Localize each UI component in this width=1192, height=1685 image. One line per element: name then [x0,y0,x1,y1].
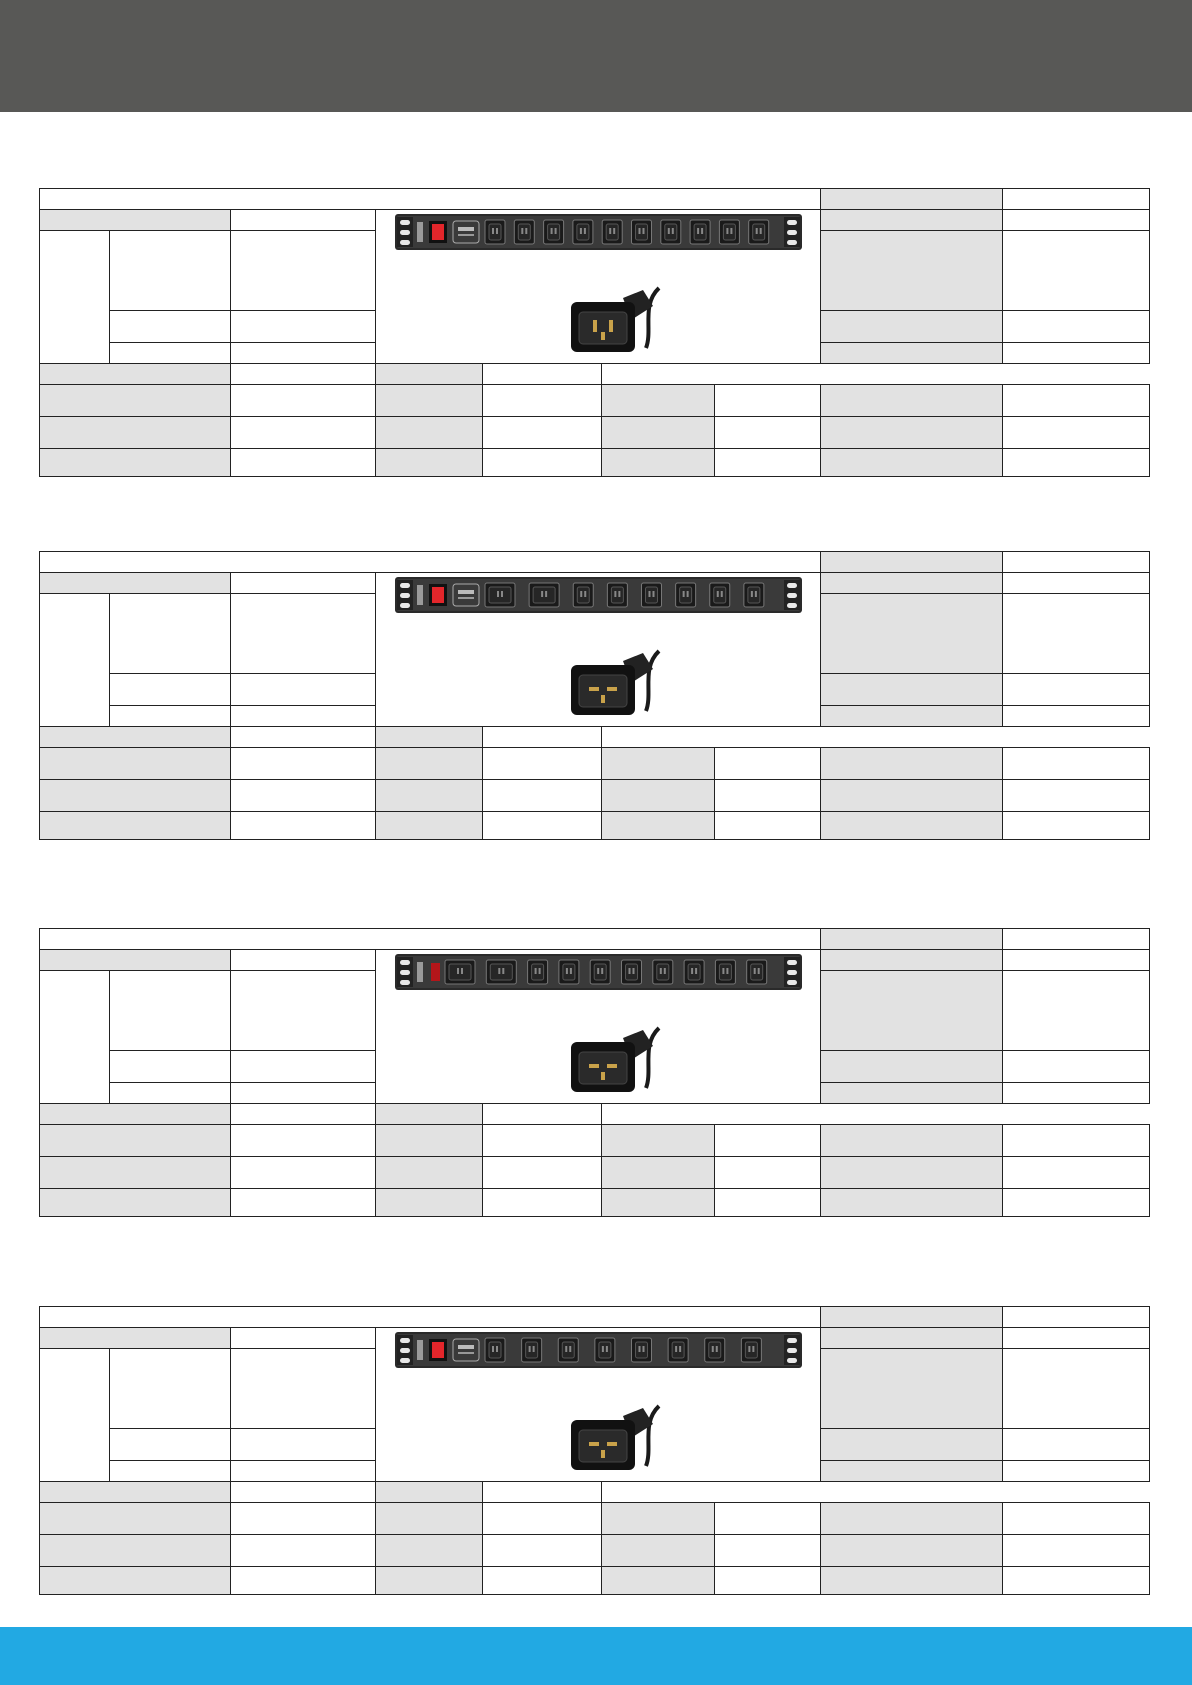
spec-value [231,1328,376,1349]
spec-value [231,449,376,477]
mounting-ear [397,217,413,247]
spec-value [483,1482,602,1503]
group-label-cell [40,231,110,364]
spec-label [40,748,231,780]
product-title-cell [40,929,821,950]
c20-plug-icon [571,651,659,715]
spec-label [376,1482,483,1503]
spec-label [376,727,483,748]
spec-label [110,674,231,706]
spec-label [821,1083,1003,1104]
spec-label [376,1104,483,1125]
brand-logo [417,1340,423,1360]
c13-socket [709,583,729,607]
spec-label [376,385,483,417]
pdu-product-image [391,1328,806,1478]
spec-label [821,674,1003,706]
spec-value [231,1125,376,1157]
c13-socket [521,1338,541,1362]
spec-value [715,1567,821,1595]
spec-value [231,812,376,840]
spec-label [110,343,231,364]
spec-label [40,417,231,449]
spec-value [483,1157,602,1189]
c20-plug-icon [571,1406,659,1470]
c13-socket [594,1338,614,1362]
spec-label [602,1503,715,1535]
c13-socket [514,220,534,244]
spec-value [715,1189,821,1217]
spec-label [821,311,1003,343]
spec-value [231,573,376,594]
page-footer-band [0,1627,1192,1685]
spec-value [1003,929,1150,950]
spec-value [483,364,602,385]
spec-value [715,1125,821,1157]
spec-value [231,1567,376,1595]
spec-label [376,417,483,449]
spec-label [821,780,1003,812]
spec-label [110,971,231,1051]
spec-value [231,417,376,449]
spec-value [483,812,602,840]
spec-value [231,385,376,417]
spec-value [715,812,821,840]
c13-socket [743,583,763,607]
spec-value [1003,1461,1150,1482]
product-title-cell [40,552,821,573]
pdu-strip [395,577,802,613]
spec-value [1003,706,1150,727]
spec-value [483,780,602,812]
c13-socket [690,220,710,244]
spec-label [821,210,1003,231]
pdu-product-image [391,573,806,723]
spec-label [602,449,715,477]
spec-label [376,812,483,840]
spec-value [1003,1083,1150,1104]
mounting-ear [784,957,800,987]
product-image-cell [376,1328,821,1482]
c13-socket [668,1338,688,1362]
spec-value [1003,1125,1150,1157]
spec-value [715,449,821,477]
spec-value [1003,1051,1150,1083]
spec-value [715,748,821,780]
spec-label [376,1503,483,1535]
spec-label [110,231,231,311]
spec-label [821,1535,1003,1567]
mounting-ear [397,580,413,610]
spec-label [40,385,231,417]
spec-value [1003,812,1150,840]
spec-label [821,449,1003,477]
spec-label [40,1482,231,1503]
pdu-strip [395,954,802,990]
spec-label [376,780,483,812]
spec-label [110,706,231,727]
spec-value [1003,1535,1150,1567]
spec-value [483,748,602,780]
spec-label [821,594,1003,674]
spec-value [231,674,376,706]
spec-label [40,573,231,594]
c20-plug-icon [571,1028,659,1092]
spec-value [483,1567,602,1595]
spec-value [231,343,376,364]
spec-value [483,449,602,477]
spec-value [483,1125,602,1157]
spec-value [231,1104,376,1125]
spec-value [1003,1307,1150,1328]
spec-value [231,210,376,231]
mounting-ear [397,957,413,987]
spec-value [1003,1157,1150,1189]
spec-label [40,449,231,477]
spec-value [1003,780,1150,812]
spec-value [715,1503,821,1535]
spec-value [231,1482,376,1503]
product-image-cell [376,210,821,364]
spec-value [715,1535,821,1567]
spec-label [602,1125,715,1157]
spec-label [821,189,1003,210]
spec-label [602,748,715,780]
spec-label [602,780,715,812]
c13-socket [485,1338,505,1362]
power-indicator [431,963,440,981]
group-label-cell [40,594,110,727]
spec-value [231,1535,376,1567]
spec-label [602,1189,715,1217]
mounting-ear [784,217,800,247]
power-switch [429,221,447,243]
spec-value [231,780,376,812]
spec-value [231,748,376,780]
spec-value [483,417,602,449]
pdu-strip [395,1332,802,1368]
c13-socket [741,1338,761,1362]
spec-label [821,1461,1003,1482]
spec-value [1003,594,1150,674]
spec-label [821,971,1003,1051]
product-spec-table [39,551,1150,840]
spec-label [821,1567,1003,1595]
spec-value [231,706,376,727]
mounting-ear [397,1335,413,1365]
spec-label [110,1349,231,1429]
spec-label [376,1535,483,1567]
spec-value [1003,1189,1150,1217]
c13-socket [602,220,622,244]
spec-label [110,311,231,343]
spec-label [821,552,1003,573]
spec-label [40,1328,231,1349]
spec-label [821,929,1003,950]
spec-value [715,385,821,417]
brand-logo [417,962,423,982]
c13-socket [631,220,651,244]
spec-label [40,1189,231,1217]
spec-label [40,210,231,231]
pdu-product-image [391,950,806,1100]
c14-plug-icon [571,288,659,352]
spec-label [821,1429,1003,1461]
page-header-band [0,0,1192,112]
c19-socket [529,583,559,607]
brand-logo [417,222,423,242]
mounting-ear [784,1335,800,1365]
spec-label [821,417,1003,449]
product-title-cell [40,189,821,210]
c13-socket [558,1338,578,1362]
spec-label [110,1461,231,1482]
spec-value [715,1157,821,1189]
c13-socket [704,1338,724,1362]
spec-value [1003,971,1150,1051]
c13-socket [572,220,592,244]
spec-label [40,1503,231,1535]
spec-value [231,231,376,311]
spec-label [821,1157,1003,1189]
spec-value [1003,1429,1150,1461]
pdu-product-image [391,210,806,360]
spec-value [1003,449,1150,477]
spec-label [376,1189,483,1217]
spec-label [40,1157,231,1189]
product-spec-table [39,188,1150,477]
pdu-strip [395,214,802,250]
spec-value [231,364,376,385]
spec-label [821,231,1003,311]
c13-socket [621,960,641,984]
spec-value [483,727,602,748]
spec-value [483,1104,602,1125]
spec-value [231,1349,376,1429]
product-image-cell [376,573,821,727]
spec-label [821,573,1003,594]
spec-label [40,780,231,812]
c13-socket [715,960,735,984]
spec-value [1003,573,1150,594]
spec-value [483,1189,602,1217]
spec-label [821,343,1003,364]
spec-label [110,1429,231,1461]
spec-label [821,385,1003,417]
spec-label [40,727,231,748]
c13-socket [485,220,505,244]
spec-label [40,1567,231,1595]
c13-socket [527,960,547,984]
spec-value [715,417,821,449]
spec-label [40,812,231,840]
spec-value [231,1429,376,1461]
power-switch [429,1339,447,1361]
spec-value [231,594,376,674]
spec-value [1003,417,1150,449]
spec-label [376,1157,483,1189]
spec-label [40,1535,231,1567]
product-image-cell [376,950,821,1104]
spec-label [40,1125,231,1157]
spec-label [110,1051,231,1083]
spec-value [483,385,602,417]
spec-value [1003,210,1150,231]
spec-value [1003,1328,1150,1349]
spec-value [231,1189,376,1217]
spec-label [40,1104,231,1125]
spec-label [821,1125,1003,1157]
c13-socket [746,960,766,984]
spec-label [376,364,483,385]
spec-label [821,706,1003,727]
spec-label [376,1125,483,1157]
spec-label [376,748,483,780]
c19-socket [445,960,475,984]
c13-socket [631,1338,651,1362]
spec-value [1003,748,1150,780]
spec-value [1003,674,1150,706]
spec-label [821,812,1003,840]
spec-value [1003,343,1150,364]
c19-socket [486,960,516,984]
spec-value [1003,552,1150,573]
spec-value [231,311,376,343]
c13-socket [719,220,739,244]
spec-value [231,950,376,971]
spec-label [602,812,715,840]
group-label-cell [40,971,110,1104]
spec-value [231,1083,376,1104]
spec-value [1003,1503,1150,1535]
c13-socket [590,960,610,984]
spec-label [821,1307,1003,1328]
spec-label [821,748,1003,780]
spec-label [602,1567,715,1595]
spec-label [110,594,231,674]
spec-label [602,1157,715,1189]
spec-label [376,449,483,477]
brand-logo [417,585,423,605]
spec-label [821,1503,1003,1535]
c13-socket [543,220,563,244]
spec-value [1003,385,1150,417]
spec-label [821,1051,1003,1083]
c13-socket [684,960,704,984]
spec-value [1003,1349,1150,1429]
product-spec-table [39,928,1150,1217]
spec-label [821,1349,1003,1429]
c13-socket [660,220,680,244]
spec-value [483,1535,602,1567]
c13-socket [675,583,695,607]
mounting-ear [784,580,800,610]
spec-label [821,1189,1003,1217]
power-switch [429,584,447,606]
c13-socket [607,583,627,607]
spec-label [40,950,231,971]
spec-label [602,417,715,449]
spec-value [1003,231,1150,311]
product-spec-table [39,1306,1150,1595]
c13-socket [652,960,672,984]
spec-value [1003,950,1150,971]
spec-value [715,780,821,812]
c19-socket [485,583,515,607]
spec-value [231,1503,376,1535]
spec-value [231,1051,376,1083]
spec-value [231,971,376,1051]
c13-socket [641,583,661,607]
spec-label [40,364,231,385]
spec-value [231,727,376,748]
spec-label [821,950,1003,971]
product-title-cell [40,1307,821,1328]
spec-label [602,385,715,417]
spec-label [110,1083,231,1104]
c13-socket [573,583,593,607]
spec-value [231,1157,376,1189]
c13-socket [748,220,768,244]
spec-value [483,1503,602,1535]
spec-value [1003,189,1150,210]
c13-socket [558,960,578,984]
spec-value [1003,1567,1150,1595]
spec-label [376,1567,483,1595]
spec-value [1003,311,1150,343]
spec-value [231,1461,376,1482]
group-label-cell [40,1349,110,1482]
spec-label [821,1328,1003,1349]
spec-label [602,1535,715,1567]
